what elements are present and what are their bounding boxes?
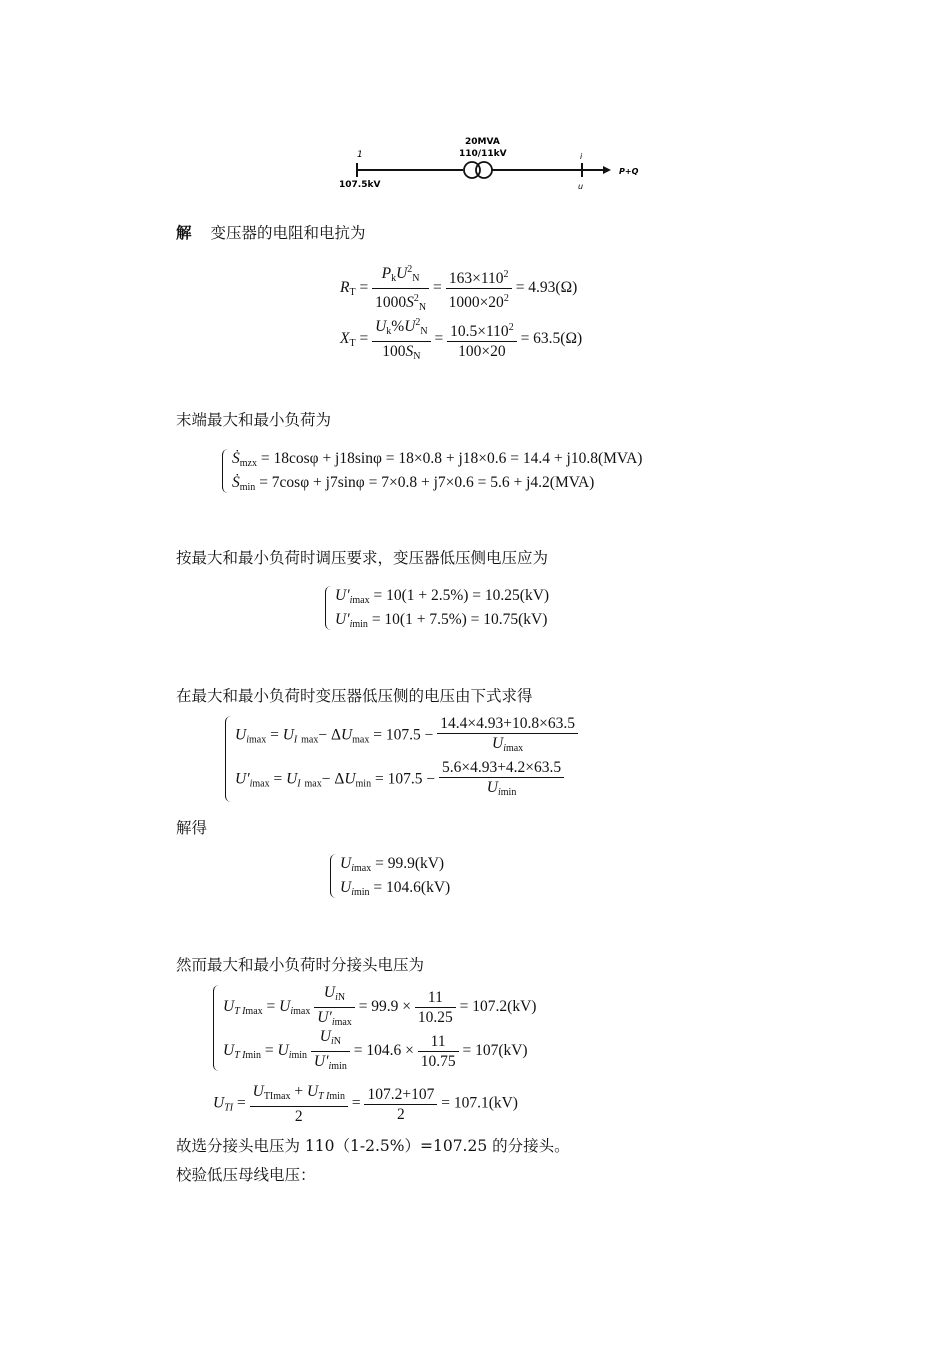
xt-result: = 63.5(Ω) <box>520 330 583 348</box>
lowside-max-row: $U_{imax} = U_I$ $_{max}- \Delta U_{max} = 107.5$ − $\frac{14.4\times 4.93+10.8\times 63.5}{U_{imax}}$ <box>235 714 578 758</box>
u-max-req: = 10(1 + 2.5%) = 10.25(kV) <box>373 587 550 604</box>
solution-intro-line <box>176 221 365 243</box>
left-node-label: 1 <box>357 150 363 160</box>
tap-min-row: $U_{T Imin} = U_{imin}$ $\frac{U_{iN}}{U'_{imin}}$ = 104.6 × $\frac{11}{10.75}$ = 107(kV) <box>223 1028 528 1072</box>
u-max-req-row: $U'_{imax} = 10(1 + 2.5\%) = 10.25(kV)$ <box>335 587 550 606</box>
avg-result: = 107.1(kV) <box>441 1094 518 1112</box>
tap-min-calc: = 104.6 × <box>353 1042 414 1060</box>
tap-max-calc: = 99.9 × <box>358 998 412 1016</box>
load-arrow <box>603 166 611 174</box>
lowside-intro: 在最大和最小负荷时变压器低压侧的电压由下式求得 <box>176 687 533 705</box>
tap-max-row: $U_{T Imax} = U_{imax}$ $\frac{U_{iN}}{U'_{imax}}$ = 99.9 × $\frac{11}{10.25}$ = 107.2(kV) <box>223 984 537 1028</box>
load-system <box>222 447 642 495</box>
load-intro: 末端最大和最小负荷为 <box>176 411 332 429</box>
circuit-diagram <box>335 133 665 193</box>
lowside-max-numerator: 14.4×4.93+10.8×63.5 <box>437 714 578 734</box>
smin-equation: = 7cosφ + j7sinφ = 7×0.8 + j7×0.6 = 5.6 + j4.2(MVA) <box>259 474 595 491</box>
tap-max-result: = 107.2(kV) <box>459 998 537 1016</box>
solution-label: 解 <box>176 223 192 242</box>
requirement-system <box>325 584 549 632</box>
selection-text: 故选分接头电压为 110（1-2.5%）=107.25 的分接头。 <box>176 1137 570 1155</box>
smin-row: Ṡ$_{min}$ = 7cosφ + j7sinφ = 7×0.8 + j7×0.6 = 5.6 + j4.2(MVA) <box>232 474 595 493</box>
lowside-min-numerator: 5.6×4.93+4.2×63.5 <box>439 758 564 778</box>
rt-equation: $R_T$ = $\frac{P_kU^2_N}{1000S^2_N}$ = $\frac{163\times 110^2}{1000\times 20^2}$ = 4.93(Ω) <box>340 260 577 317</box>
solution-system <box>330 852 450 900</box>
transformer-ratio: 110/11kV <box>459 149 507 159</box>
tap-average-equation: $U_{TI}$ = $\frac{U_{TImax} + U_{T Imin}}{2}$ = $\frac{107.2+107}{2}$ = 107.1(kV) <box>213 1083 518 1125</box>
transformer-winding-2 <box>476 162 492 178</box>
u-min-sol: = 104.6(kV) <box>373 879 451 896</box>
u-min-req-row: $U'_{imin} = 10(1 + 7.5\%) = 10.75(kV)$ <box>335 611 548 630</box>
smax-row: Ṡ$_{mzx}$ = 18cosφ + j18sinφ = 18×0.8 + j18×0.6 = 14.4 + j10.8(MVA) <box>232 450 643 469</box>
left-voltage-label: 107.5kV <box>339 180 381 190</box>
transformer-rating: 20MVA <box>465 137 500 147</box>
rt-result: = 4.93(Ω) <box>515 279 578 297</box>
requirement-intro: 按最大和最小负荷时调压要求，变压器低压侧电压应为 <box>176 549 549 567</box>
smax-equation: = 18cosφ + j18sinφ = 18×0.8 + j18×0.6 = 14.4 + j10.8(MVA) <box>260 450 643 467</box>
avg-numerator: 107.2+107 <box>364 1085 437 1105</box>
u-max-sol-row: $U_{imax} = 99.9(kV)$ <box>340 855 445 874</box>
solution-intro: 变压器的电阻和电抗为 <box>210 224 366 242</box>
lowside-min-row: $U'_{imax} = U_I$ $_{max}- \Delta U_{min} = 107.5$ − $\frac{5.6\times 4.93+4.2\times 63.5}{U_{imin}}$ <box>235 758 578 802</box>
load-label: P+Q <box>619 167 639 176</box>
u-max-sol: = 99.9(kV) <box>375 855 445 872</box>
check-text: 校验低压母线电压： <box>176 1166 316 1184</box>
tap-intro: 然而最大和最小负荷时分接头电压为 <box>176 956 425 974</box>
u-min-sol-row: $U_{imin} = 104.6(kV)$ <box>340 879 451 898</box>
right-node-label: i <box>580 152 583 161</box>
right-u-label: u <box>578 182 584 191</box>
solve-label: 解得 <box>176 819 208 837</box>
lowside-system <box>225 714 578 802</box>
tap-min-result: = 107(kV) <box>462 1042 528 1060</box>
u-min-req: = 10(1 + 7.5%) = 10.75(kV) <box>371 611 548 628</box>
xt-equation: $X_T$ = $\frac{U_k\%U^2_N}{100S_N}$ = $\frac{10.5\times 110^2}{100\times 20}$ = 63.5(Ω) <box>340 313 582 366</box>
tap-system <box>213 983 536 1071</box>
